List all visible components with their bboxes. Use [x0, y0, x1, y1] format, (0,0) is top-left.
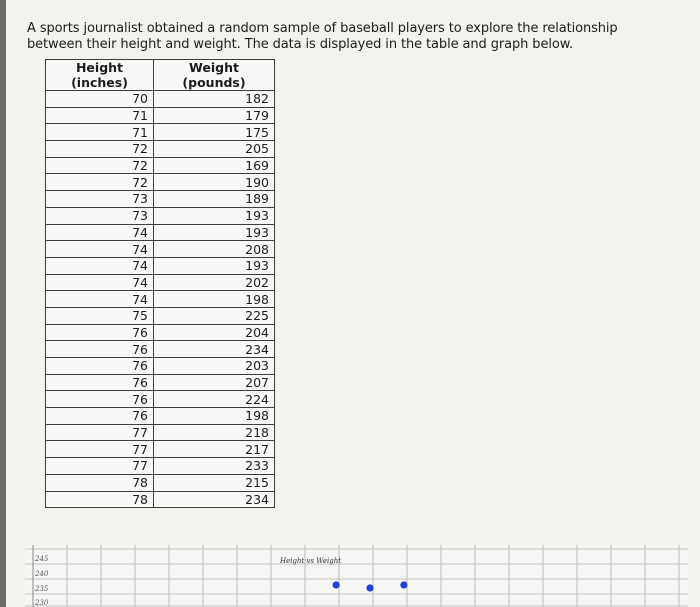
table-row — [46, 408, 275, 425]
weight-cell: 175 — [154, 124, 275, 141]
table-row — [46, 341, 275, 358]
weight-cell: 215 — [154, 474, 275, 491]
height-weight-table — [45, 59, 275, 508]
table-row — [46, 157, 275, 174]
table-row — [46, 441, 275, 458]
height-cell: 72 — [46, 157, 154, 174]
weight-cell: 190 — [154, 174, 275, 191]
weight-cell: 182 — [154, 91, 275, 108]
scatter-graph-svg — [25, 545, 688, 607]
height-cell: 70 — [46, 91, 154, 108]
weight-cell: 225 — [154, 307, 275, 324]
weight-cell: 189 — [154, 191, 275, 208]
weight-cell: 234 — [154, 491, 275, 508]
weight-cell: 203 — [154, 358, 275, 375]
weight-cell: 193 — [154, 207, 275, 224]
table-row — [46, 458, 275, 475]
y-tick-label: 230 — [35, 599, 49, 607]
height-cell: 76 — [46, 324, 154, 341]
height-cell: 75 — [46, 307, 154, 324]
height-cell: 74 — [46, 257, 154, 274]
height-cell: 76 — [46, 408, 154, 425]
scatter-graph — [25, 545, 688, 607]
table-row — [46, 358, 275, 375]
height-cell: 71 — [46, 107, 154, 124]
height-cell: 76 — [46, 374, 154, 391]
left-edge-strip — [0, 0, 6, 607]
weight-cell: 208 — [154, 241, 275, 258]
data-point — [333, 581, 340, 588]
table-row — [46, 141, 275, 158]
height-cell: 76 — [46, 341, 154, 358]
table-row — [46, 91, 275, 108]
weight-cell: 218 — [154, 424, 275, 441]
height-cell: 74 — [46, 274, 154, 291]
table-row — [46, 391, 275, 408]
weight-cell: 169 — [154, 157, 275, 174]
weight-cell: 204 — [154, 324, 275, 341]
table-row — [46, 107, 275, 124]
table-row — [46, 241, 275, 258]
weight-cell: 202 — [154, 274, 275, 291]
height-cell: 73 — [46, 207, 154, 224]
height-cell: 77 — [46, 441, 154, 458]
table-row — [46, 374, 275, 391]
weight-cell: 233 — [154, 458, 275, 475]
table-row — [46, 324, 275, 341]
table-row — [46, 424, 275, 441]
height-cell: 77 — [46, 458, 154, 475]
table-header-row — [46, 60, 275, 91]
weight-cell: 205 — [154, 141, 275, 158]
weight-cell: 198 — [154, 291, 275, 308]
height-cell: 71 — [46, 124, 154, 141]
y-tick-label: 235 — [35, 585, 49, 593]
height-cell: 78 — [46, 474, 154, 491]
weight-cell: 207 — [154, 374, 275, 391]
height-cell: 74 — [46, 224, 154, 241]
weight-cell: 217 — [154, 441, 275, 458]
weight-cell: 193 — [154, 257, 275, 274]
height-cell: 74 — [46, 241, 154, 258]
y-tick-label: 245 — [35, 555, 49, 563]
height-cell: 77 — [46, 424, 154, 441]
table-row — [46, 224, 275, 241]
table-row — [46, 124, 275, 141]
table-row — [46, 274, 275, 291]
weight-cell: 193 — [154, 224, 275, 241]
weight-column-header: Weight (pounds) — [154, 60, 275, 91]
height-cell: 74 — [46, 291, 154, 308]
height-cell: 76 — [46, 358, 154, 375]
height-cell: 72 — [46, 174, 154, 191]
table-row — [46, 491, 275, 508]
weight-cell: 198 — [154, 408, 275, 425]
table-row — [46, 257, 275, 274]
height-cell: 76 — [46, 391, 154, 408]
data-point — [400, 581, 407, 588]
table-row — [46, 174, 275, 191]
graph-title: Height vs Weight — [280, 557, 342, 565]
table-row — [46, 307, 275, 324]
height-cell: 72 — [46, 141, 154, 158]
weight-cell: 224 — [154, 391, 275, 408]
table-row — [46, 207, 275, 224]
table-row — [46, 291, 275, 308]
y-tick-label: 240 — [35, 570, 49, 578]
height-column-header: Height (inches) — [46, 60, 154, 91]
table-row — [46, 474, 275, 491]
problem-intro-text: A sports journalist obtained a random sample of baseball players to explore the relationship between their height and weight. The data is displayed in the table and graph below. — [27, 21, 618, 52]
height-cell: 73 — [46, 191, 154, 208]
weight-cell: 234 — [154, 341, 275, 358]
table-row — [46, 191, 275, 208]
height-cell: 78 — [46, 491, 154, 508]
weight-cell: 179 — [154, 107, 275, 124]
data-point — [366, 584, 373, 591]
